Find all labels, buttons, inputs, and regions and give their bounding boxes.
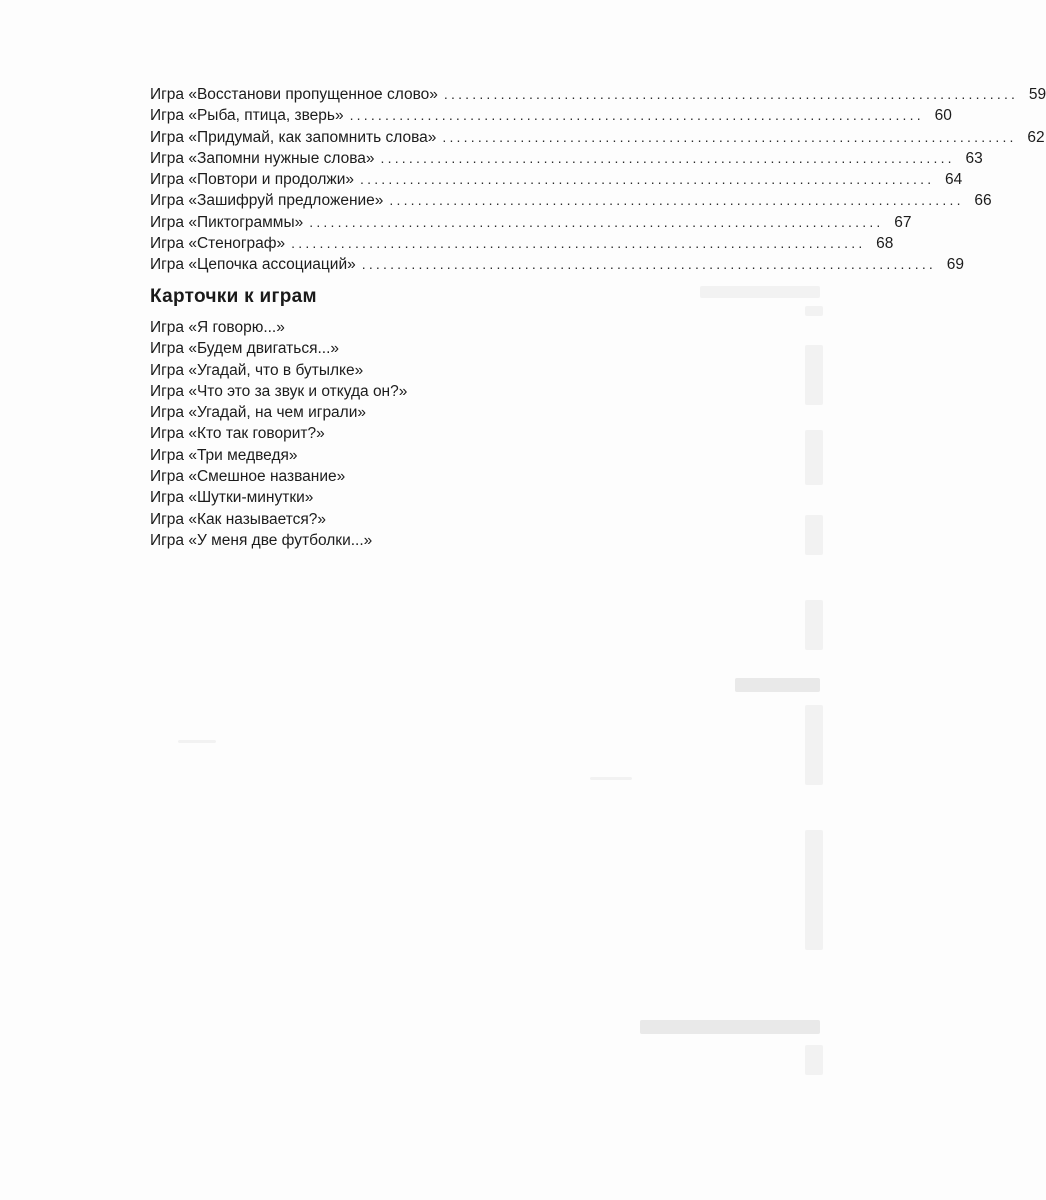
toc-entry-page: 69 bbox=[946, 256, 964, 274]
bleed-through-mark bbox=[805, 1045, 823, 1075]
list-item: Игра «Смешное название» bbox=[150, 468, 346, 486]
toc-entry-page: 59 bbox=[1028, 86, 1046, 103]
toc-entry-title: Игра «Придумай, как запомнить слова» bbox=[150, 128, 437, 146]
list-item: Игра «Что это за звук и откуда он?» bbox=[150, 382, 408, 400]
toc-entry-title: Игра «Восстанови пропущенное слово» bbox=[150, 86, 438, 103]
bleed-through-mark bbox=[805, 345, 823, 405]
toc-entry-page: 64 bbox=[945, 171, 963, 189]
section-heading: Карточки к играм bbox=[150, 286, 317, 307]
bleed-through-mark bbox=[805, 705, 823, 785]
table-of-contents bbox=[150, 84, 1046, 276]
toc-entry bbox=[150, 169, 963, 190]
bleed-through-mark bbox=[590, 777, 632, 780]
toc-entry-title: Игра «Запомни нужные слова» bbox=[150, 149, 375, 167]
toc-entry-title: Игра «Цепочка ассоциаций» bbox=[150, 256, 356, 274]
toc-entry bbox=[150, 148, 983, 169]
toc-entry-title: Игра «Рыба, птица, зверь» bbox=[150, 107, 344, 125]
bleed-through-mark bbox=[805, 515, 823, 555]
bleed-through-mark bbox=[805, 430, 823, 485]
toc-leader-dots: ................................................................................. bbox=[291, 235, 866, 252]
toc-entry bbox=[150, 233, 894, 254]
toc-entry-title: Игра «Пиктограммы» bbox=[150, 213, 304, 231]
toc-leader-dots: ................................................................................. bbox=[360, 171, 935, 188]
toc-leader-dots: ................................................................................. bbox=[443, 86, 1019, 102]
toc-leader-dots: ................................................................................. bbox=[309, 213, 884, 230]
toc-entry bbox=[150, 127, 1045, 148]
cards-list bbox=[150, 317, 407, 551]
toc-entry-title: Игра «Зашифруй предложение» bbox=[150, 192, 384, 210]
bleed-through-mark bbox=[700, 286, 820, 298]
bleed-through-mark bbox=[735, 678, 820, 692]
bleed-through-mark bbox=[178, 740, 216, 743]
toc-leader-dots: ................................................................................. bbox=[349, 107, 924, 124]
list-item: Игра «Я говорю...» bbox=[150, 319, 285, 336]
list-item: Игра «Угадай, на чем играли» bbox=[150, 404, 367, 422]
toc-entry bbox=[150, 190, 992, 211]
toc-entry-page: 62 bbox=[1027, 128, 1045, 146]
list-item: Игра «Будем двигаться...» bbox=[150, 340, 340, 358]
toc-entry bbox=[150, 212, 912, 233]
toc-leader-dots: ................................................................................. bbox=[442, 128, 1017, 145]
toc-entry bbox=[150, 254, 964, 275]
toc-leader-dots: ................................................................................. bbox=[380, 149, 955, 166]
toc-entry-title: Игра «Стенограф» bbox=[150, 235, 286, 253]
toc-leader-dots: ................................................................................. bbox=[361, 256, 936, 273]
bleed-through-mark bbox=[805, 600, 823, 650]
list-item: Игра «Кто так говорит?» bbox=[150, 425, 325, 443]
toc-entry-page: 63 bbox=[965, 149, 983, 167]
toc-entry-title: Игра «Повтори и продолжи» bbox=[150, 171, 355, 189]
toc-entry bbox=[150, 105, 952, 126]
bleed-through-mark bbox=[640, 1020, 820, 1034]
toc-entry-page: 68 bbox=[876, 235, 894, 253]
toc-leader-dots: ................................................................................. bbox=[389, 192, 964, 209]
toc-entry-page: 66 bbox=[974, 192, 992, 210]
toc-entry-page: 67 bbox=[894, 213, 912, 231]
list-item: Игра «Угадай, что в бутылке» bbox=[150, 361, 364, 379]
bleed-through-mark bbox=[805, 306, 823, 316]
bleed-through-mark bbox=[805, 830, 823, 950]
toc-entry bbox=[150, 84, 1046, 105]
list-item: Игра «У меня две футболки...» bbox=[150, 531, 373, 549]
list-item: Игра «Три медведя» bbox=[150, 446, 298, 464]
list-item: Игра «Как называется?» bbox=[150, 510, 327, 528]
toc-entry-page: 60 bbox=[934, 107, 952, 125]
list-item: Игра «Шутки-минутки» bbox=[150, 489, 314, 507]
